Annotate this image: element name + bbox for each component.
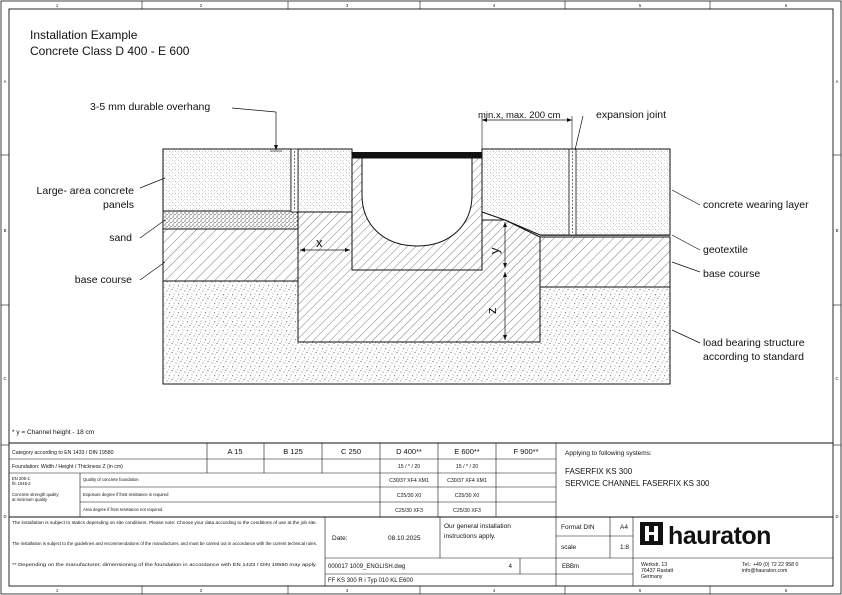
col-1-bottom: 1 [55, 588, 59, 593]
drawing-code: FF KS 300 R i Typ 010 KL E600 [328, 578, 414, 584]
col-5-top: 5 [638, 3, 642, 8]
label-sand: sand [109, 232, 132, 244]
label-load-2: according to standard [703, 351, 804, 363]
phone: Tel.: +49 (0) 72 22 958 0 [742, 562, 799, 568]
format-value: A4 [620, 524, 628, 531]
date-label: Date: [332, 535, 348, 542]
foundation-e: 15 / * / 20 [455, 464, 479, 470]
col-2-top: 2 [199, 3, 203, 8]
logo-wordmark: hauraton [668, 522, 771, 550]
note-1: The installation is subject to statics depending on site conditions. Please note: Choose your data according to the conditions of use at the job site. [12, 520, 317, 525]
label-overhang: 3-5 mm durable overhang [90, 101, 211, 113]
col-5-bottom: 5 [638, 588, 642, 593]
label-wearing: concrete wearing layer [703, 199, 809, 211]
col-4-bottom: 4 [492, 588, 496, 593]
class-d400: D 400** [396, 447, 422, 456]
category-label: Category according to EN 1433 / DIN 19580 [12, 450, 114, 456]
system-2: SERVICE CHANNEL FASERFIX KS 300 [565, 479, 710, 488]
row-en-label-1: EN 206-1: [12, 476, 31, 481]
scale-label: scale [561, 544, 577, 551]
footnote: * y = Channel height - 18 cm [12, 429, 95, 436]
drawing-file: 000017 1009_ENGLISH.dwg [328, 564, 406, 570]
date-value: 08.10.2025 [388, 535, 421, 542]
sand-layer [163, 211, 298, 229]
system-1: FASERFIX KS 300 [565, 467, 633, 476]
row-exposure-2: Area degree if frost resistance not required [83, 507, 163, 512]
sheet-number: 4 [508, 564, 512, 570]
label-panels-2: panels [103, 199, 134, 211]
label-base-left: base course [74, 274, 132, 286]
class-e600: E 600** [454, 447, 480, 456]
foundation-d: 15 / * / 20 [397, 464, 421, 470]
label-min-max: min.x, max. 200 cm [478, 110, 561, 121]
row-quality: Quality of concrete foundation [83, 477, 139, 482]
d-quality-1: C30/37 XF4 XM1 [389, 478, 429, 484]
dimension-y-label: y [487, 247, 502, 254]
general-1: Our general installation [444, 523, 511, 530]
note-3: ** Depending on the manufacturer, dimensioning of the foundation in accordance with EN 1433 / DIN 19580 may apply. [12, 562, 318, 567]
label-panels-1: Large- area concrete [36, 185, 134, 197]
col-3-top: 3 [345, 3, 349, 8]
e-quality-2: C25/30 X0 [454, 493, 480, 499]
concrete-panel-left [163, 149, 291, 211]
row-min-label-2: at minimum quality [12, 497, 47, 502]
drawing-title: Installation Example [30, 28, 138, 42]
class-a15: A 15 [227, 447, 243, 456]
col-1-top: 1 [55, 3, 59, 8]
col-2-bottom: 2 [199, 588, 203, 593]
channel-grate [352, 152, 482, 158]
address-2: 76437 Rastatt [641, 568, 674, 574]
row-d-left: D [3, 514, 7, 519]
author: EBBm [562, 564, 580, 570]
address-1: Werkstr. 13 [641, 562, 668, 568]
col-6-top: 6 [784, 3, 788, 8]
row-c-right: C [835, 376, 839, 381]
label-expansion-joint: expansion joint [596, 109, 667, 121]
drawing-subtitle: Concrete Class D 400 - E 600 [30, 44, 190, 58]
row-exposure-1: Exposure degree if frost resistance is required [83, 492, 169, 497]
e-quality-1: C30/37 XF4 XM1 [447, 478, 487, 484]
label-geotextile: geotextile [703, 244, 748, 256]
class-b125: B 125 [283, 447, 303, 456]
address-3: Germany [641, 574, 663, 580]
foundation-label: Foundation: Width / Height / Thickness Z (in cm) [12, 464, 123, 470]
base-course-right [540, 237, 670, 287]
dimension-x-label: x [316, 235, 323, 250]
d-quality-3: C25/30 XF3 [395, 508, 423, 514]
class-f900: F 900** [513, 447, 539, 456]
row-d-right: D [835, 514, 839, 519]
email[interactable]: info@hauraton.com [742, 568, 788, 574]
label-load-1: load bearing structure [703, 337, 805, 349]
base-course-left [163, 229, 298, 281]
e-quality-3: C25/30 XF3 [453, 508, 481, 514]
cross-section [163, 112, 670, 384]
row-a-right: A [835, 79, 839, 84]
row-a-left: A [3, 79, 7, 84]
note-2: The installation is subject to the guidelines and recommendations of the manufacturer, and must be carried out in accordance with the current technical rules. [12, 541, 317, 546]
row-b-left: B [3, 228, 7, 233]
d-quality-2: C25/30 X0 [396, 493, 422, 499]
row-b-right: B [835, 228, 839, 233]
col-4-top: 4 [492, 3, 496, 8]
format-label: Format DIN [561, 524, 595, 531]
hauraton-logo [640, 522, 771, 550]
scale-value: 1:8 [620, 544, 630, 551]
general-2: instructions apply. [444, 533, 496, 540]
row-c-left: C [3, 376, 7, 381]
applying-label: Applying to following systems: [565, 450, 652, 457]
row-en-label-2: fin 1045-2 [12, 481, 31, 486]
class-c250: C 250 [340, 447, 362, 456]
label-base-right: base course [703, 268, 761, 280]
channel-cavity [362, 158, 472, 246]
dimension-z-label: z [484, 307, 499, 314]
col-3-bottom: 3 [345, 588, 349, 593]
wearing-layer-left [298, 149, 352, 212]
row-min-label-1: Concrete strength quality [12, 492, 59, 497]
col-6-bottom: 6 [784, 588, 788, 593]
